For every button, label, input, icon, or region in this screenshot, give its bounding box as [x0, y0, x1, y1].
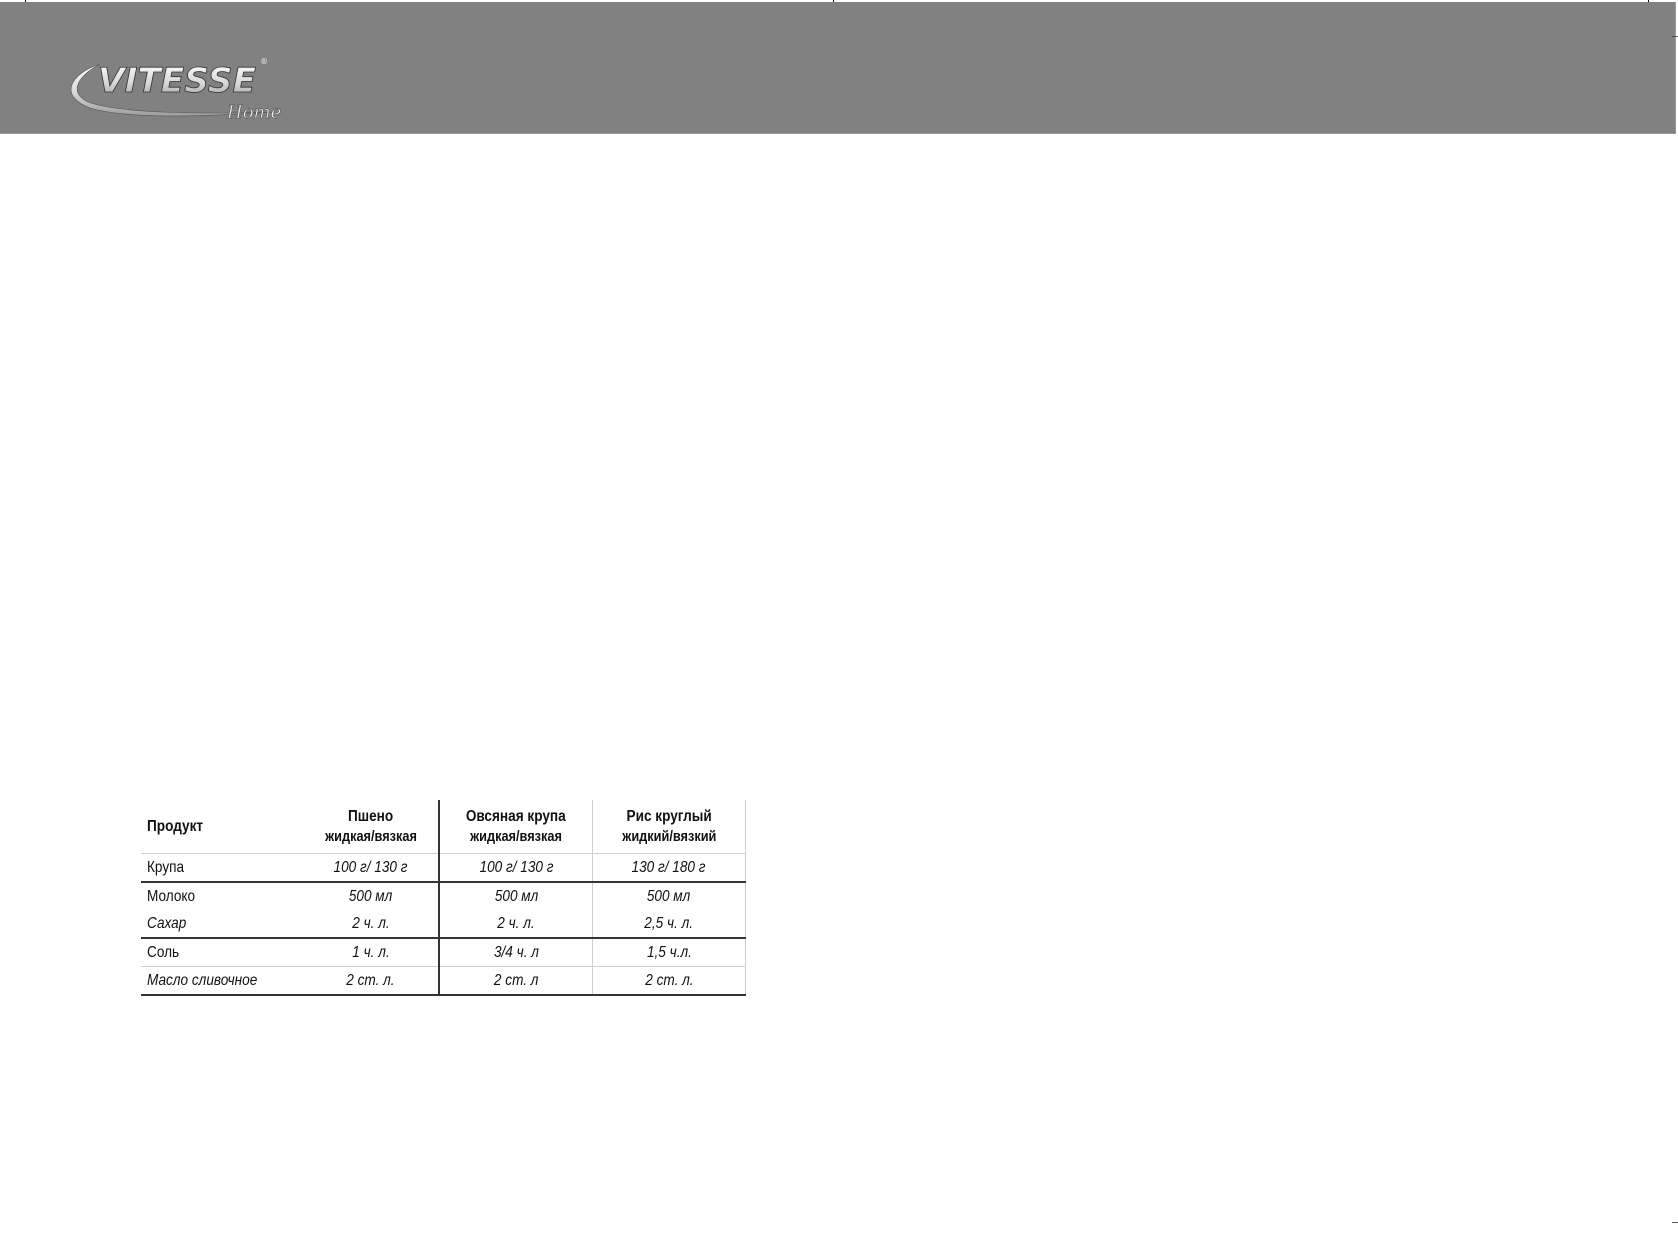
table-cell: 2 ч. л. [439, 910, 592, 938]
header-oats: Овсяная крупа жидкая/вязкая [439, 800, 592, 854]
table-cell: 100 г/ 130 г [439, 854, 592, 883]
table-cell: 100 г/ 130 г [303, 854, 440, 883]
table-cell: 2 ст. л. [592, 967, 745, 996]
table-row [141, 938, 746, 967]
header-millet: Пшено жидкая/вязкая [303, 800, 440, 854]
row-label: Масло сливочное [141, 967, 303, 996]
table-cell: 1,5 ч.л. [592, 938, 745, 967]
table-row [141, 854, 746, 883]
table-cell: 130 г/ 180 г [592, 854, 745, 883]
row-label: Крупа [141, 854, 303, 883]
table-cell: 3/4 ч. л [439, 938, 592, 967]
row-label: Сахар [141, 910, 303, 938]
table-cell: 2,5 ч. л. [592, 910, 745, 938]
table-cell: 500 мл [439, 882, 592, 910]
table-header-row [141, 800, 746, 854]
header-product: Продукт [141, 800, 303, 854]
table-row [141, 967, 746, 996]
logo-subtext: Home [227, 102, 282, 123]
table-row [141, 882, 746, 910]
svg-text:®: ® [260, 57, 268, 66]
header-banner [0, 2, 1676, 134]
row-label: Соль [141, 938, 303, 967]
table-cell: 2 ч. л. [303, 910, 440, 938]
table-cell: 2 ст. л [439, 967, 592, 996]
crop-mark [1672, 1222, 1678, 1223]
table-cell: 500 мл [303, 882, 440, 910]
table-row [141, 910, 746, 938]
table-cell: 1 ч. л. [303, 938, 440, 967]
porridge-ingredients-table [141, 800, 746, 996]
table-cell: 500 мл [592, 882, 745, 910]
table-cell: 2 ст. л. [303, 967, 440, 996]
logo-wordmark: VITESSE [98, 61, 256, 101]
vitesse-logo [60, 56, 305, 126]
header-rice: Рис круглый жидкий/вязкий [592, 800, 745, 854]
crop-mark [1672, 36, 1678, 37]
row-label: Молоко [147, 887, 196, 905]
